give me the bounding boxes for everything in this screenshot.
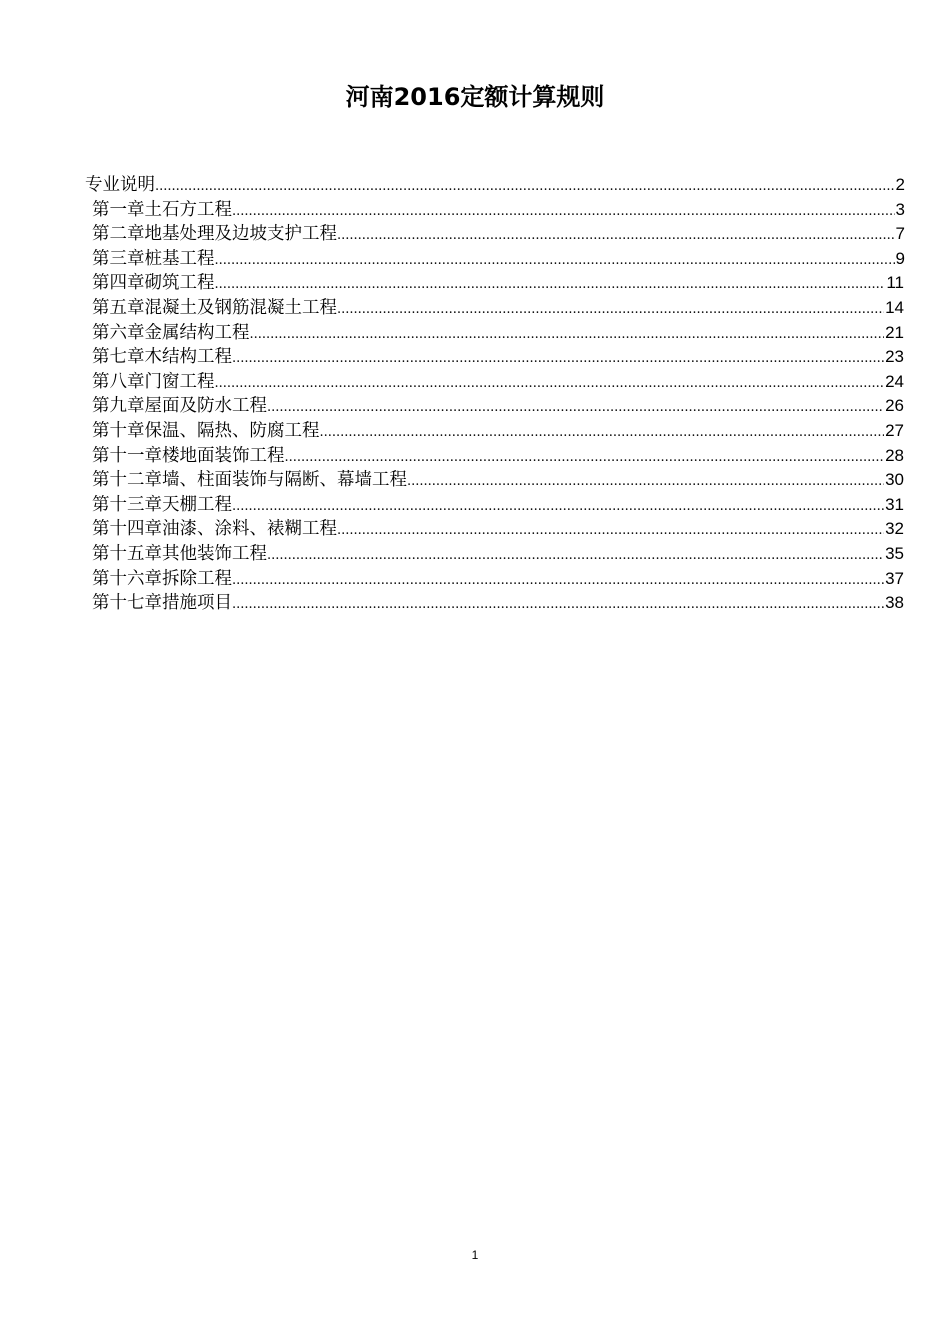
toc-entry-label: 第六章金属结构工程 bbox=[92, 322, 250, 343]
toc-entry[interactable] bbox=[0, 444, 950, 469]
toc-leader-dots bbox=[320, 421, 885, 446]
toc-entry[interactable] bbox=[0, 419, 950, 444]
toc-entry-label: 第五章混凝土及钢筋混凝土工程 bbox=[92, 297, 337, 318]
toc-entry-page: 37 bbox=[885, 568, 904, 588]
toc-entry-page: 9 bbox=[895, 248, 905, 268]
toc-entry-page: 38 bbox=[885, 593, 904, 613]
toc-entry-page: 26 bbox=[885, 396, 904, 416]
toc-entry-page: 21 bbox=[885, 322, 904, 342]
toc-entry-page: 27 bbox=[885, 420, 904, 440]
toc-entry[interactable] bbox=[0, 173, 950, 198]
toc-entry-page: 35 bbox=[885, 543, 904, 563]
toc-entry[interactable] bbox=[0, 296, 950, 321]
page-number: 1 bbox=[471, 1248, 479, 1262]
toc-entry-label: 第十一章楼地面装饰工程 bbox=[92, 445, 285, 466]
toc-entry[interactable] bbox=[0, 321, 950, 346]
toc-entry-page: 2 bbox=[895, 175, 905, 194]
toc-entry-page: 28 bbox=[885, 445, 904, 465]
toc-leader-dots bbox=[215, 273, 886, 298]
toc-entry-label: 第四章砌筑工程 bbox=[92, 273, 215, 294]
toc-entry-label: 第三章桩基工程 bbox=[92, 248, 215, 269]
toc-entry[interactable] bbox=[0, 394, 950, 419]
toc-entry[interactable] bbox=[0, 345, 950, 370]
toc-entry-page: 3 bbox=[895, 199, 905, 219]
toc-entry-label: 第十三章天棚工程 bbox=[92, 494, 232, 515]
toc-entry[interactable] bbox=[0, 198, 950, 223]
toc-entry-label: 第十七章措施项目 bbox=[92, 593, 232, 614]
toc-leader-dots bbox=[407, 470, 884, 495]
toc-entry-label: 第八章门窗工程 bbox=[92, 371, 215, 392]
toc-entry-label: 第十五章其他装饰工程 bbox=[92, 543, 267, 564]
toc-leader-dots bbox=[215, 372, 885, 397]
toc-entry-label: 第十四章油漆、涂料、裱糊工程 bbox=[92, 519, 337, 540]
toc-entry-page: 23 bbox=[885, 347, 904, 367]
toc-leader-dots bbox=[337, 298, 884, 323]
toc-entry-label: 第十章保温、隔热、防腐工程 bbox=[92, 420, 320, 441]
toc-leader-dots bbox=[232, 593, 884, 618]
toc-entry[interactable] bbox=[0, 493, 950, 518]
toc-entry-page: 31 bbox=[885, 494, 904, 514]
toc-entry[interactable] bbox=[0, 542, 950, 567]
toc-entry[interactable] bbox=[0, 247, 950, 272]
page-title: 河南2016定额计算规则 bbox=[345, 83, 605, 111]
toc-entry[interactable] bbox=[0, 517, 950, 542]
toc-entry-page: 24 bbox=[885, 371, 904, 391]
toc-leader-dots bbox=[155, 175, 895, 200]
toc-entry-label: 第七章木结构工程 bbox=[92, 347, 232, 368]
toc-leader-dots bbox=[215, 249, 895, 274]
toc-entry-label: 第二章地基处理及边坡支护工程 bbox=[92, 224, 337, 245]
table-of-contents bbox=[0, 173, 950, 616]
toc-entry[interactable] bbox=[0, 222, 950, 247]
toc-entry[interactable] bbox=[0, 271, 950, 296]
toc-entry-label: 第十六章拆除工程 bbox=[92, 568, 232, 589]
toc-entry[interactable] bbox=[0, 370, 950, 395]
toc-entry[interactable] bbox=[0, 567, 950, 592]
toc-leader-dots bbox=[250, 323, 885, 348]
toc-entry-page: 11 bbox=[886, 273, 904, 293]
toc-entry[interactable] bbox=[0, 468, 950, 493]
toc-entry-page: 32 bbox=[885, 519, 904, 539]
toc-entry-page: 7 bbox=[895, 224, 905, 244]
toc-entry-label: 第十二章墙、柱面装饰与隔断、幕墙工程 bbox=[92, 470, 407, 491]
toc-leader-dots bbox=[232, 569, 884, 594]
toc-entry[interactable] bbox=[0, 591, 950, 616]
toc-leader-dots bbox=[267, 396, 884, 421]
toc-leader-dots bbox=[232, 347, 884, 372]
toc-leader-dots bbox=[337, 224, 895, 249]
toc-leader-dots bbox=[267, 544, 884, 569]
toc-entry-page: 14 bbox=[885, 297, 904, 317]
toc-entry-page: 30 bbox=[885, 470, 904, 490]
toc-leader-dots bbox=[232, 495, 884, 520]
toc-entry-label: 专业说明 bbox=[85, 175, 155, 195]
toc-leader-dots bbox=[232, 200, 895, 225]
toc-entry-label: 第一章土石方工程 bbox=[92, 199, 232, 220]
toc-entry-label: 第九章屋面及防水工程 bbox=[92, 396, 267, 417]
toc-leader-dots bbox=[285, 446, 885, 471]
toc-leader-dots bbox=[337, 519, 884, 544]
